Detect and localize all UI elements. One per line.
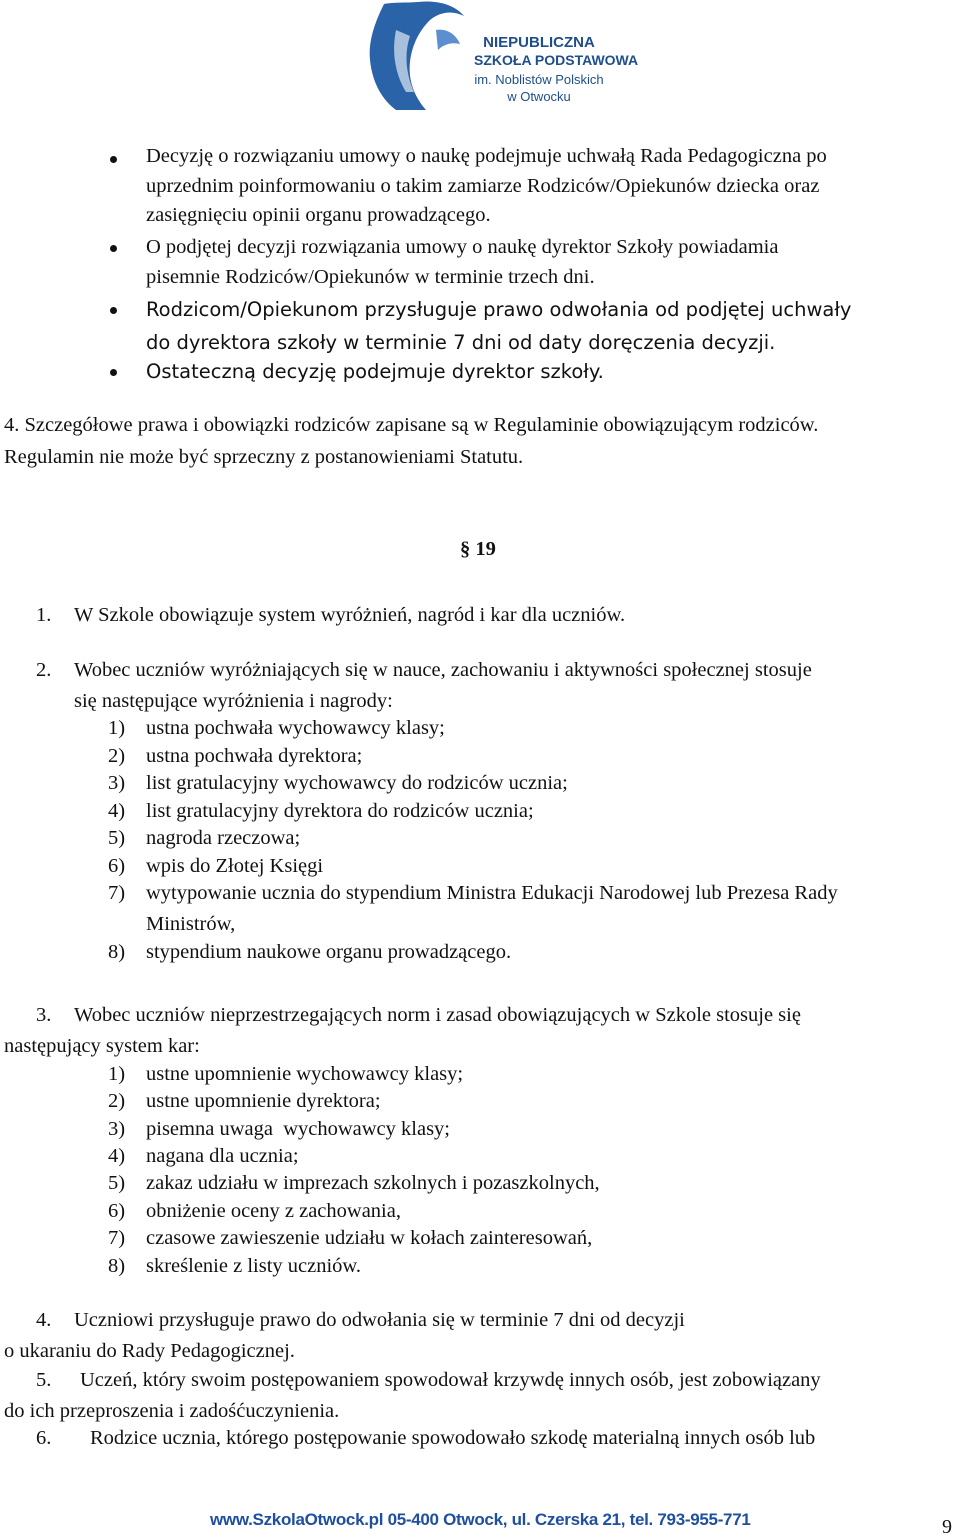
bullet-4-line-1: Ostateczną decyzję podejmuje dyrektor szkoły. <box>146 360 604 383</box>
bullet-dot-icon <box>110 307 117 314</box>
school-name-line3: im. Noblistów Polskich <box>474 72 604 87</box>
footer-contact: www.SzkolaOtwock.pl 05-400 Otwock, ul. Czerska 21, tel. 793-955-771 <box>210 1510 751 1529</box>
reward-number: 3) <box>108 772 126 794</box>
penalty-number: 8) <box>108 1255 126 1277</box>
p2-line-1: Wobec uczniów wyróżniających się w nauce, zachowaniu i aktywności społecznej stosuje <box>74 659 812 681</box>
p4-line-1: Uczniowi przysługuje prawo do odwołania się w terminie 7 dni od decyzji <box>74 1309 685 1331</box>
p5-line-2: do ich przeproszenia i zadośćuczynienia. <box>4 1400 340 1422</box>
penalty-number: 3) <box>108 1118 126 1140</box>
bullet-dot-icon <box>110 369 117 376</box>
p6-line-1: Rodzice ucznia, którego postępowanie spowodowało szkodę materialną innych osób lub <box>90 1427 816 1449</box>
reward-number: 1) <box>108 717 126 739</box>
reward-item: list gratulacyjny wychowawcy do rodziców ucznia; <box>146 772 568 794</box>
reward-number: 4) <box>108 800 126 822</box>
penalty-number: 2) <box>108 1090 126 1112</box>
reward-item: wpis do Złotej Księgi <box>146 855 324 877</box>
reward-number: 5) <box>108 827 126 849</box>
penalty-item: obniżenie oceny z zachowania, <box>146 1200 401 1222</box>
p1-number: 1. <box>36 604 52 626</box>
penalty-item: ustne upomnienie dyrektora; <box>146 1090 381 1112</box>
reward-item: ustna pochwała dyrektora; <box>146 745 363 767</box>
penalty-item: skreślenie z listy uczniów. <box>146 1255 361 1277</box>
reward-item: stypendium naukowe organu prowadzącego. <box>146 941 512 963</box>
bullet-dot-icon <box>110 245 117 252</box>
point-4-line-2: Regulamin nie może być sprzeczny z postanowieniami Statutu. <box>4 446 524 468</box>
bullet-1-line-3: zasięgnięciu opinii organu prowadzącego. <box>146 204 491 226</box>
section-heading: § 19 <box>460 538 496 560</box>
penalty-number: 5) <box>108 1172 126 1194</box>
bullet-1-line-1: Decyzję o rozwiązaniu umowy o naukę podejmuje uchwałą Rada Pedagogiczna po <box>146 145 827 167</box>
p2-line-2: się następujące wyróżnienia i nagrody: <box>74 690 393 712</box>
penalty-item: ustne upomnienie wychowawcy klasy; <box>146 1063 464 1085</box>
bullet-dot-icon <box>110 156 117 163</box>
penalty-item: pisemna uwaga wychowawcy klasy; <box>146 1118 450 1140</box>
p6-number: 6. <box>36 1427 52 1449</box>
p3-line-1: Wobec uczniów nieprzestrzegających norm i zasad obowiązujących w Szkole stosuje się <box>74 1004 801 1026</box>
p4-line-2: o ukaraniu do Rady Pedagogicznej. <box>4 1340 295 1362</box>
reward-number: 2) <box>108 745 126 767</box>
reward-number: 8) <box>108 941 126 963</box>
penalty-number: 4) <box>108 1145 126 1167</box>
bullet-1-line-2: uprzednim poinformowaniu o takim zamiarze Rodziców/Opiekunów dziecka oraz <box>146 175 820 197</box>
p3-line-2: następujący system kar: <box>4 1035 200 1057</box>
penalty-item: czasowe zawieszenie udziału w kołach zainteresowań, <box>146 1227 593 1249</box>
school-name-line2: SZKOŁA PODSTAWOWA <box>474 52 639 68</box>
p1-text: W Szkole obowiązuje system wyróżnień, nagród i kar dla uczniów. <box>74 604 626 626</box>
penalty-number: 1) <box>108 1063 126 1085</box>
reward-number: 7) <box>108 882 126 904</box>
reward-item: list gratulacyjny dyrektora do rodziców ucznia; <box>146 800 534 822</box>
penalty-item: zakaz udziału w imprezach szkolnych i pozaszkolnych, <box>146 1172 600 1194</box>
bullet-3-line-2: do dyrektora szkoły w terminie 7 dni od daty doręczenia decyzji. <box>146 331 776 354</box>
p5-number: 5. <box>36 1369 52 1391</box>
bullet-2-line-1: O podjętej decyzji rozwiązania umowy o naukę dyrektor Szkoły powiadamia <box>146 236 779 258</box>
reward-item: wytypowanie ucznia do stypendium Ministra Edukacji Narodowej lub Prezesa Rady <box>146 882 838 904</box>
reward-item: ustna pochwała wychowawcy klasy; <box>146 717 445 739</box>
school-name-line4: w Otwocku <box>507 89 571 104</box>
p3-number: 3. <box>36 1004 52 1026</box>
page-number: 9 <box>942 1516 952 1538</box>
p2-number: 2. <box>36 659 52 681</box>
reward-item-continuation: Ministrów, <box>146 913 236 935</box>
reward-item: nagroda rzeczowa; <box>146 827 301 849</box>
penalty-number: 6) <box>108 1200 126 1222</box>
penalty-item: nagana dla ucznia; <box>146 1145 299 1167</box>
penalty-number: 7) <box>108 1227 126 1249</box>
school-name-line1: NIEPUBLICZNA <box>483 34 595 51</box>
bullet-2-line-2: pisemnie Rodziców/Opiekunów w terminie trzech dni. <box>146 266 595 288</box>
p4-number: 4. <box>36 1309 52 1331</box>
bullet-3-line-1: Rodzicom/Opiekunom przysługuje prawo odwołania od podjętej uchwały <box>146 298 852 321</box>
p5-line-1: Uczeń, który swoim postępowaniem spowodował krzywdę innych osób, jest zobowiązany <box>80 1369 821 1391</box>
reward-number: 6) <box>108 855 126 877</box>
point-4-line-1: 4. Szczegółowe prawa i obowiązki rodziców zapisane są w Regulaminie obowiązującym rodziców. <box>4 414 819 436</box>
